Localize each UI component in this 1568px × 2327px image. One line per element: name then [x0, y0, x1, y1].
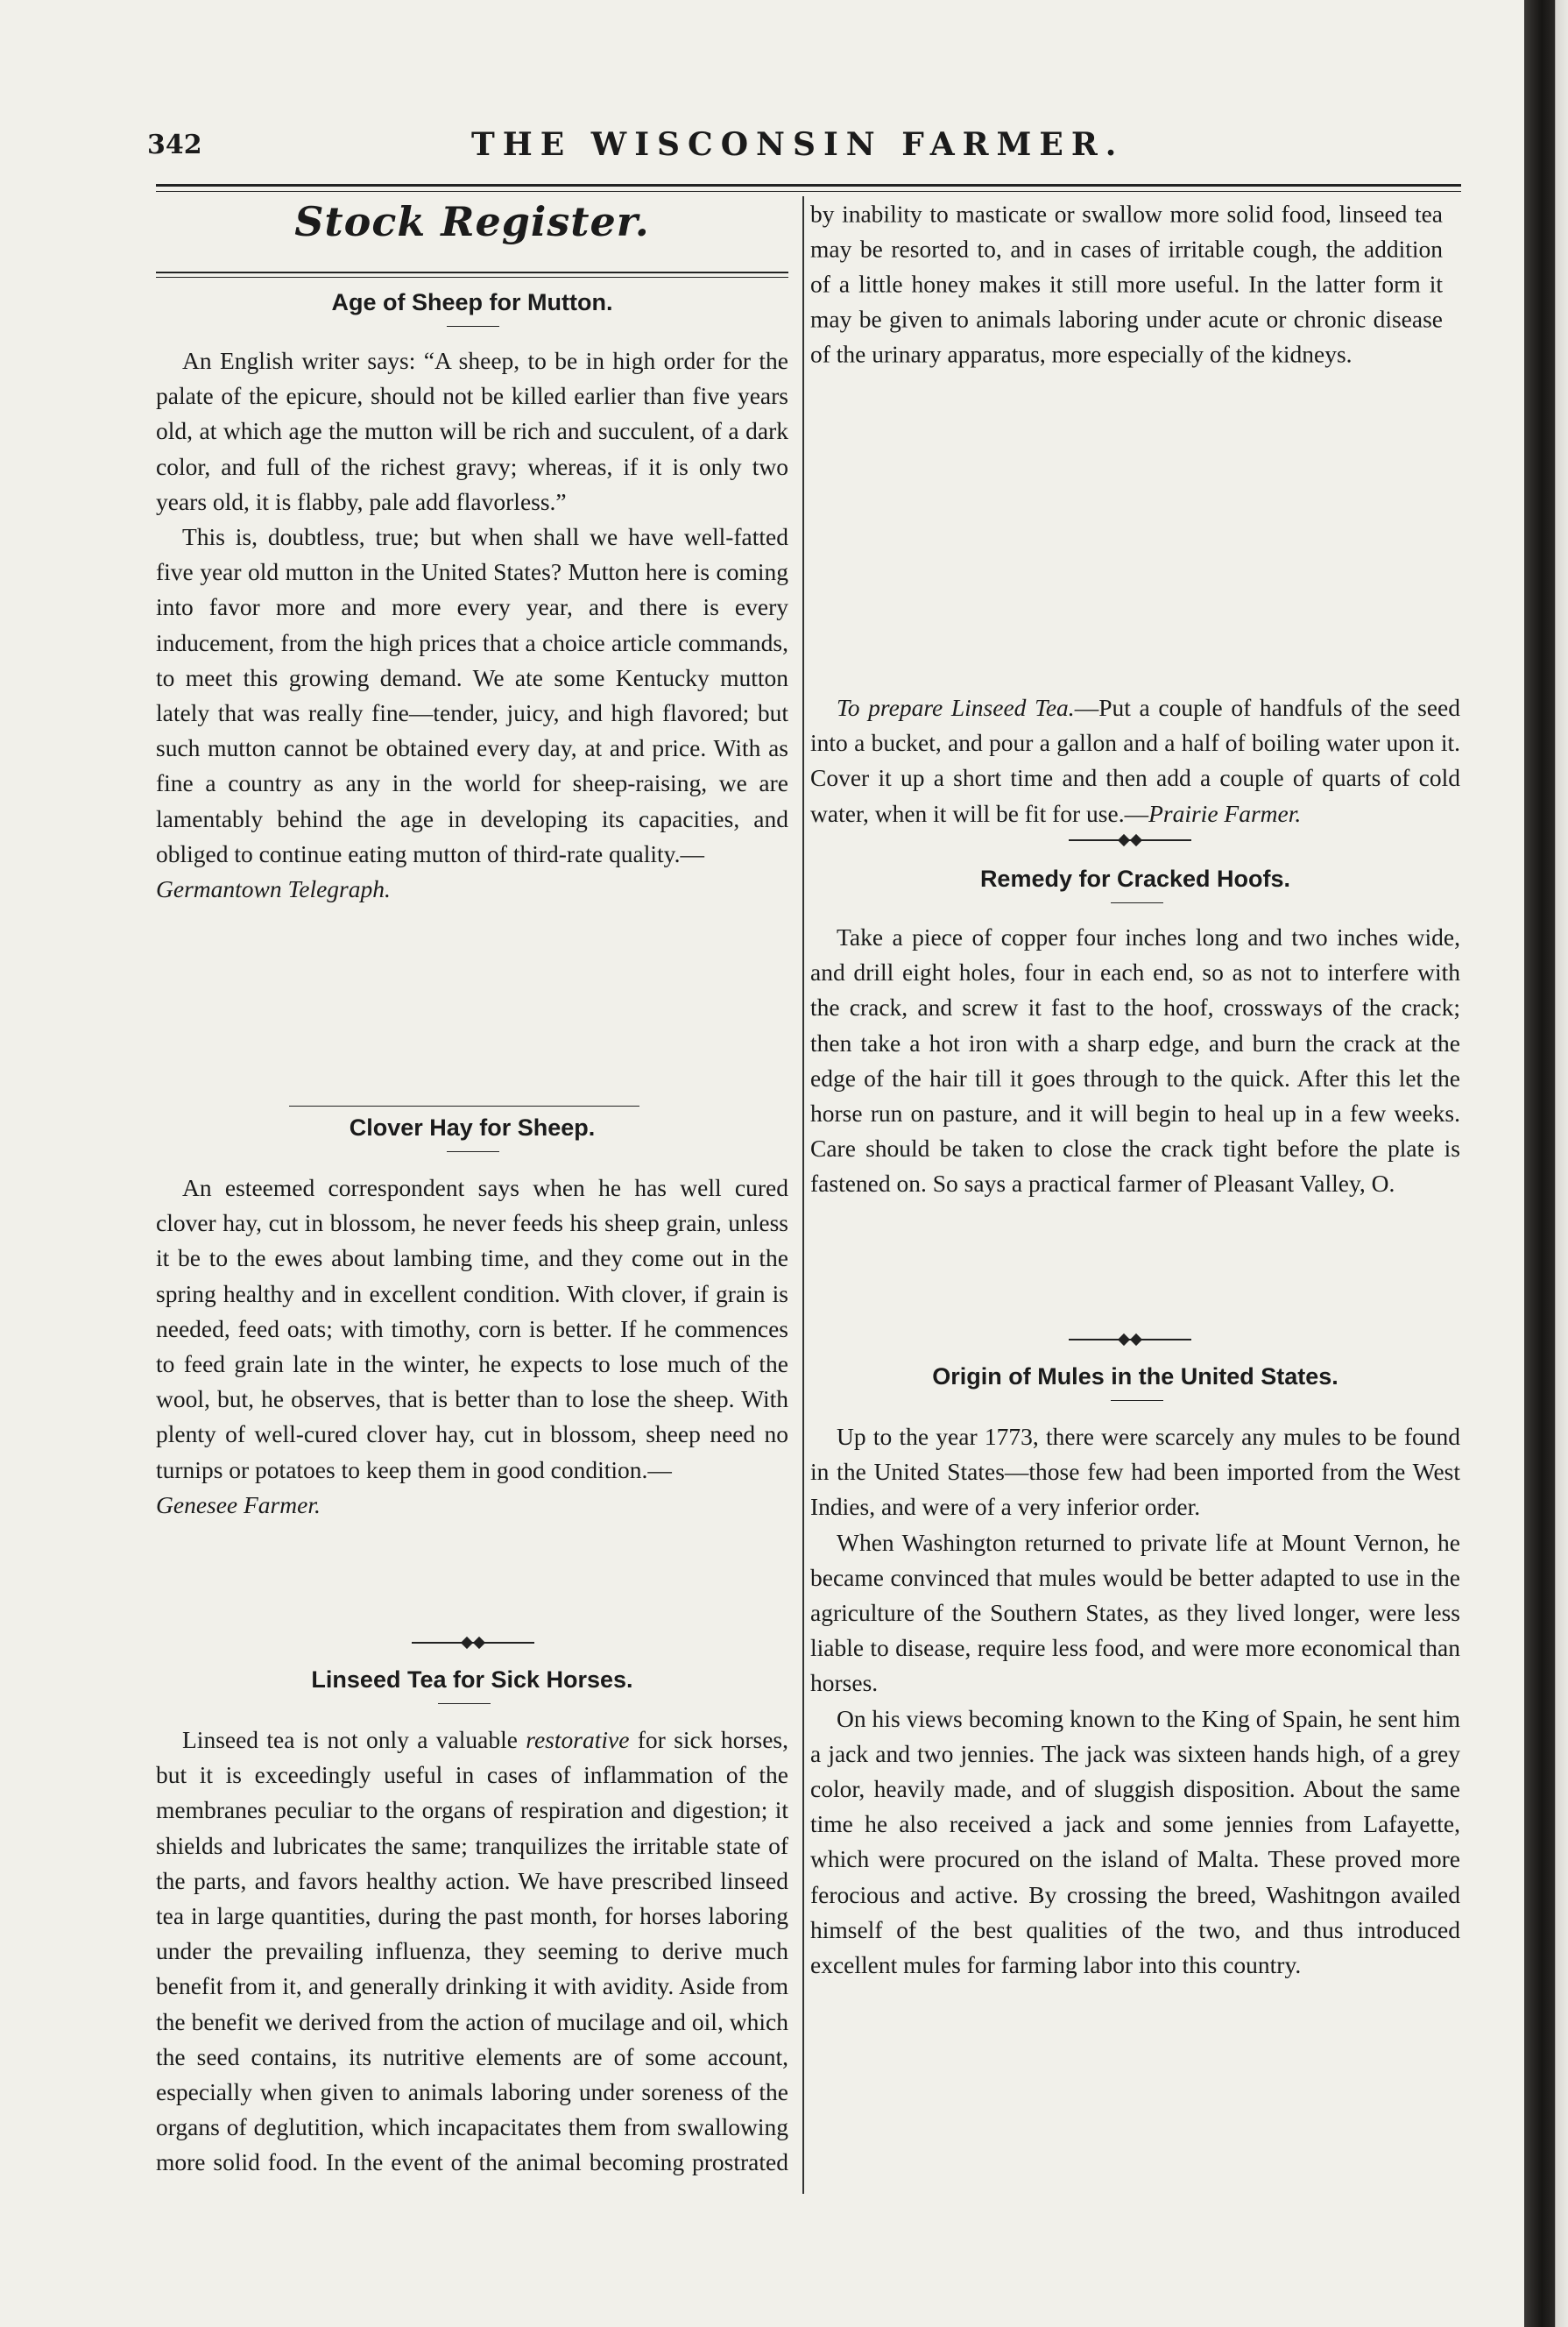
heading-rule: [1111, 902, 1163, 903]
ornament-divider: [1069, 834, 1191, 846]
section-title-rule: [156, 272, 788, 278]
article-source: Prairie Farmer.: [1148, 799, 1302, 827]
page-number: 342: [147, 130, 202, 160]
paragraph: [156, 1722, 788, 2181]
heading-rule: [447, 326, 499, 327]
heading-rule: [438, 1703, 491, 1704]
ornament-divider: [412, 1637, 534, 1649]
article-linseed-preparation: [810, 690, 1460, 831]
article-heading-clover: Clover Hay for Sheep.: [349, 1114, 596, 1141]
paragraph: An esteemed correspondent says when he has well cured clover hay, cut in blossom, he never feeds his sheep grain, unless it be to the ewes about lambing time, and they come out in the spring healthy and in excellent condition. With clover, if grain is needed, feed oats; with timothy, corn is better. If he commences to feed grain late in the winter, he expects to lose much of the wool, but, he observes, that is better than to lose the sheep. With plenty of well-cured clover hay, cut in blossom, sheep need no turnips or potatoes to keep them in good condition.—: [156, 1174, 788, 1483]
paragraph: Up to the year 1773, there were scarcely any mules to be found in the United States—those few had been imported from the West Indies, and were of a very inferior order.: [810, 1423, 1460, 1521]
article-hoofs-body: [810, 920, 1460, 1202]
paragraph: When Washington returned to private life at Mount Vernon, he became convinced that mules would be better adapted to use in the agriculture of the Southern States, as they lived longer, were less liable to disease, require less food, and were more economical than horses.: [810, 1528, 1460, 1697]
heading-rule: [1111, 1400, 1163, 1401]
article-source: Germantown Telegraph.: [156, 875, 391, 903]
article-heading-mutton: Age of Sheep for Mutton.: [331, 289, 613, 315]
article-linseed-body-part2: [810, 196, 1460, 690]
paragraph-text: by inability to masticate or swallow more solid food, linseed tea may be resorted to, and in cases of irritable cough, the addition of a little honey makes it still more useful. In the latter form it may be given to animals laboring under acute or chronic disease of the urinary apparatus, more especially of the kidneys.: [810, 200, 1443, 368]
article-mutton-body: [156, 343, 788, 907]
running-head: [147, 126, 1470, 166]
article-linseed-body-part1: [156, 1722, 788, 2181]
paragraph-text: for sick horses, but it is exceedingly useful in cases of inflammation of the membranes peculiar to the organs of respiration and digestion; it shields and lubricates the same; tranquilizes the irritable state of the parts, and favors healthy action. We have prescribed linseed tea in large quantities, during the past month, for horses laboring under the prevailing influenza, they seeming to derive much benefit from it, and generally drinking it with avidity. Aside from the benefit we derived from the action of mucilage and oil, which the seed contains, its nutritive elements are of some account, especially when given to animals laboring under soreness of the organs of deglutition, which incapacitates them from swallowing more solid food. In the event of the animal becoming prostrated: [156, 1726, 788, 2176]
article-separator: [289, 1106, 639, 1107]
journal-title: THE WISCONSIN FARMER.: [471, 126, 1125, 163]
preparation-text: —Put a couple of handfuls of the seed into a bucket, and pour a gallon and a half of boiling water upon it. Cover it up a short time and then add a couple of quarts of cold water, when it will be fit for use.—: [810, 694, 1460, 827]
emphasis: restorative: [526, 1726, 630, 1753]
heading-rule: [447, 1151, 499, 1152]
paragraph: On his views becoming known to the King of Spain, he sent him a jack and two jennies. The jack was sixteen hands high, of a grey color, heavily made, and of sluggish disposition. About the same time he also received a jack and some jennies from Lafayette, which were procured on the island of Malta. These proved more ferocious and active. By crossing the breed, Washitngon availed himself of the best qualities of the two, and thus introduced excellent mules for farming labor into this country.: [810, 1704, 1460, 1979]
article-heading-hoofs: Remedy for Cracked Hoofs.: [979, 866, 1291, 892]
paragraph: An English writer says: “A sheep, to be in high order for the palate of the epicure, should not be killed earlier than five years old, at which age the mutton will be rich and succulent, of a dark color, and full of the richest gravy; whereas, if it is only two years old, it is flabby, pale add flavorless.”: [156, 347, 788, 515]
page-edge-shadow: [1524, 0, 1568, 2327]
article-source: Genesee Farmer.: [156, 1490, 321, 1518]
header-rule: [156, 184, 1461, 192]
article-heading-mules: Origin of Mules in the United States.: [932, 1363, 1338, 1390]
paragraph: [810, 196, 1443, 372]
paragraph-text: Linseed tea is not only a valuable: [182, 1726, 526, 1753]
paragraph: Take a piece of copper four inches long and two inches wide, and drill eight holes, four in each end, so as not to interfere with the crack, and screw it fast to the hoof, crossways of the crack; then take a hot iron with a sharp edge, and burn the crack at the edge of the hair till it goes through to the quick. After this let the horse run on pasture, and it will begin to heal up in a few weeks. Care should be taken to close the crack tight before the plate is fastened on. So says a practical farmer of Pleasant Valley, O.: [810, 923, 1460, 1198]
paragraph: [810, 690, 1460, 831]
paragraph: This is, doubtless, true; but when shall we have well-fatted five year old mutton in the United States? Mutton here is coming into favor more and more every year, and there is every inducement, from the high prices that a choice article commands, to meet this growing demand. We ate some Kentucky mutton lately that was really fine—tender, juicy, and high flavored; but such mutton cannot be obtained every day, at and price. With as fine a country as any in the world for sheep-raising, we are lamentably behind the age in developing its capacities, and obliged to continue eating mutton of third-rate quality.—: [156, 523, 788, 867]
article-mules-body: [810, 1419, 1460, 1983]
preparation-label: To prepare Linseed Tea.: [837, 694, 1075, 721]
section-title: Stock Register.: [294, 198, 650, 245]
column-divider: [802, 196, 804, 2194]
article-clover-body: [156, 1171, 788, 1523]
ornament-divider: [1069, 1333, 1191, 1346]
article-heading-linseed: Linseed Tea for Sick Horses.: [311, 1666, 633, 1693]
